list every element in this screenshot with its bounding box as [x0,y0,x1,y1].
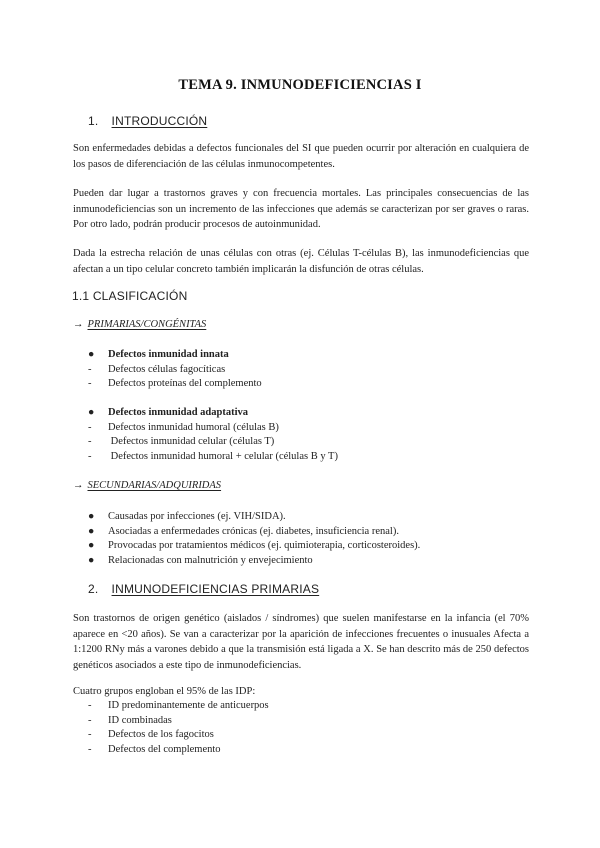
primarias-paragraph-2: Cuatro grupos engloban el 95% de las IDP: [73,686,256,697]
document-title: TEMA 9. INMUNODEFICIENCIAS I [178,77,422,93]
secundarias-heading [73,480,221,491]
idp-groups-list [88,699,269,757]
list-item: - Defectos inmunidad humoral + celular (células B y T) [88,450,338,462]
list-item-text: ID combinadas [108,714,172,726]
list-item [88,554,420,569]
list-item-text: Defectos de los fagocitos [108,729,214,740]
list-item [88,348,262,363]
list-item-text: Provocadas por tratamientos médicos (ej. quimioterapia, corticosteroides). [108,540,421,551]
section-heading-intro [88,114,207,128]
list-item-text: Defectos inmunidad humoral (células B) [108,421,279,433]
list-item-text: Relacionadas con malnutrición y envejecimiento [108,554,313,566]
list-item-text: Defectos inmunidad celular (células T) [108,436,275,447]
list-item-text: Defectos proteínas del complemento [108,378,262,389]
list-item [88,539,420,554]
list-item: - Defectos del complemento [88,743,221,755]
section-heading-primarias [88,582,319,596]
section-number: 2. [88,582,99,596]
list-item [88,525,420,540]
list-item: - ID combinadas [88,714,172,726]
bullet-icon: ● [88,407,95,418]
list-item: - ID predominantemente de anticuerpos [88,700,269,711]
list-item-text: Defectos inmunidad humoral + celular (células B y T) [108,450,338,462]
adaptativa-list [88,406,338,464]
section-title: INMUNODEFICIENCIAS PRIMARIAS [111,582,320,596]
list-item: - Defectos inmunidad celular (células T) [88,436,275,447]
arrow-right-icon: → [73,319,84,330]
list-item [88,406,338,421]
list-item-text: Defectos del complemento [108,743,221,755]
subsection-heading-clasificacion: 1.1 CLASIFICACIÓN [72,289,188,303]
adaptativa-title: Defectos inmunidad adaptativa [108,407,249,418]
primarias-label: PRIMARIAS/CONGÉNITAS [87,319,207,330]
primarias-paragraph-1: Son trastornos de origen genético (aislados / síndromes) que suelen manifestarse en la infancia (el 70% aparece en <20 años). Se van a caracterizar por la aparición de infecciones frecuentes o inusuales Afecta a 1:1200 RNy más a varones debido a que la transmisión está ligada a X. Se han descrito más de 250 defectos genéticos asociados a este tipo de inmunodeficiencias. [73,613,529,671]
bullet-icon: ● [88,349,95,360]
primarias-heading [73,319,206,330]
section-number: 1. [88,114,99,128]
innata-title: Defectos inmunidad innata [108,349,229,360]
bullet-icon: ● [88,554,95,566]
section-title: INTRODUCCIÓN [111,114,208,128]
secundarias-label: SECUNDARIAS/ADQUIRIDAS [87,480,222,491]
list-item-text: ID predominantemente de anticuerpos [108,700,269,711]
list-item-text: Asociadas a enfermedades crónicas (ej. diabetes, insuficiencia renal). [108,525,399,537]
arrow-right-icon: → [73,480,84,491]
list-item [88,510,420,525]
intro-paragraph-1: Son enfermedades debidas a defectos funcionales del SI que pueden ocurrir por alteración en cualquiera de los pasos de diferenciación de las células inmunocompetentes. [73,143,529,170]
innata-list [88,348,262,392]
bullet-icon: ● [88,525,95,537]
list-item: - Defectos inmunidad humoral (células B) [88,421,279,433]
list-item-text: Causadas por infecciones (ej. VIH/SIDA). [108,511,286,522]
secundarias-list [88,510,420,568]
bullet-icon: ● [88,511,95,522]
list-item: - Defectos de los fagocitos [88,729,214,740]
intro-paragraph-3: Dada la estrecha relación de unas células con otras (ej. Células T-células B), las inmunodeficiencias que afectan a un tipo celular concreto también implicarán la disfunción de otras células. [73,248,529,275]
list-item: - Defectos células fagocíticas [88,363,226,375]
intro-paragraph-2: Pueden dar lugar a trastornos graves y con frecuencia mortales. Las principales consecuencias de las inmunodeficiencias son un incremento de las infecciones que además se caracterizan por ser graves o raras. Por otro lado, podrán producir procesos de autoinmunidad. [73,188,529,230]
list-item-text: Defectos células fagocíticas [108,363,226,375]
list-item: - Defectos proteínas del complemento [88,378,262,389]
bullet-icon: ● [88,540,95,551]
